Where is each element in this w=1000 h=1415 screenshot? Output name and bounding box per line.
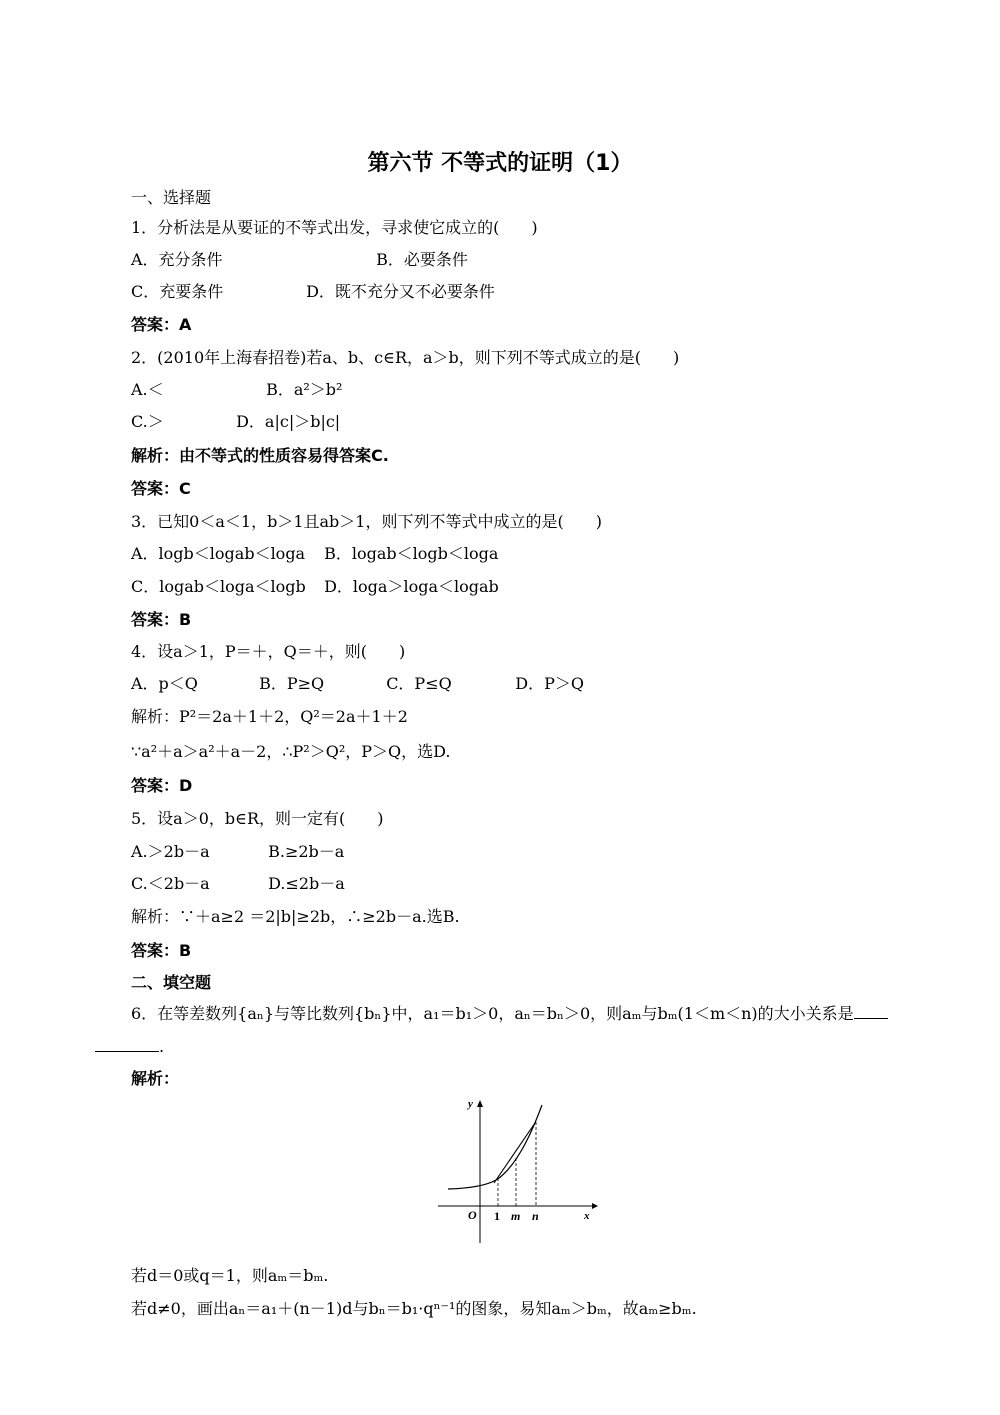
q4-answer: 答案：D <box>131 776 193 795</box>
q2-option-d: D．a|c|＞b|c| <box>236 412 341 431</box>
q2-answer: 答案：C <box>131 479 191 498</box>
q5-option-d: D.≤2b－a <box>268 874 345 893</box>
q3-option-b: B．logab＜logb＜loga <box>324 544 499 563</box>
x-axis-label: x <box>584 1210 590 1222</box>
q1-answer: 答案：A <box>131 315 192 334</box>
q6-solution-line2: 若d≠0，画出aₙ＝a₁＋(n－1)d与bₙ＝b₁·qⁿ⁻¹的图象，易知aₘ＞bₘ，故aₘ≥bₘ. <box>131 1299 697 1318</box>
q1-option-c: C．充要条件 <box>131 282 224 301</box>
q2-options-row1 <box>131 379 342 401</box>
q3-stem: 3．已知0＜a＜1，b＞1且ab＞1，则下列不等式中成立的是( ) <box>131 512 602 531</box>
tick-label-m: m <box>511 1209 521 1223</box>
q5-answer: 答案：B <box>131 941 192 960</box>
q6-solution-line1: 若d＝0或q＝1，则aₘ＝bₘ. <box>131 1266 329 1285</box>
q5-analysis: 解析：∵＋a≥2 ＝2|b|≥2b，∴≥2b－a.选B. <box>131 907 460 926</box>
exponential-curve <box>448 1105 542 1189</box>
q2-stem: 2．(2010年上海春招卷)若a、b、c∈R，a＞b，则下列不等式成立的是( ) <box>131 348 680 367</box>
section-heading-fill: 二、填空题 <box>131 973 212 992</box>
q4-analysis-line2: ∵a²＋a＞a²＋a－2，∴P²＞Q²，P＞Q，选D. <box>131 742 451 761</box>
origin-label: O <box>468 1208 477 1222</box>
q1-options-row2 <box>131 281 495 303</box>
q1-option-b: B．必要条件 <box>376 250 468 269</box>
q1-option-a: A．充分条件 <box>131 250 223 269</box>
q5-option-c: C.＜2b－a <box>131 874 210 893</box>
q6-answer-blank-start <box>854 1004 888 1019</box>
q4-stem: 4．设a＞1，P＝＋，Q＝＋，则( ) <box>131 642 406 661</box>
q4-option-d: D．P＞Q <box>515 674 584 693</box>
q3-option-d: D．loga＞loga＜logab <box>324 577 499 596</box>
q4-option-b: B．P≥Q <box>259 674 325 693</box>
q5-option-b: B.≥2b－a <box>268 842 345 861</box>
q1-options-row1 <box>131 249 468 271</box>
q6-analysis: 解析： <box>131 1069 180 1088</box>
q2-option-a: A.＜ <box>131 380 164 399</box>
q6-answer-blank <box>95 1037 159 1052</box>
q1-stem: 1．分析法是从要证的不等式出发，寻求使它成立的( ) <box>131 218 538 237</box>
q2-options-row2 <box>131 411 340 433</box>
tick-label-1: 1 <box>494 1209 500 1223</box>
q5-option-a: A.＞2b－a <box>131 842 210 861</box>
q4-option-c: C．P≤Q <box>386 674 452 693</box>
page-title: 第六节 不等式的证明（1） <box>367 151 633 176</box>
q6-blank-continuation <box>95 1036 164 1058</box>
q3-option-c: C．logab＜loga＜logb <box>131 577 306 596</box>
q3-options-row2 <box>131 576 499 598</box>
x-axis-arrow-icon <box>592 1203 598 1209</box>
y-axis-arrow-icon <box>477 1100 483 1107</box>
q4-options <box>131 673 584 695</box>
q6-period: . <box>159 1037 165 1056</box>
q2-analysis: 解析：由不等式的性质容易得答案C. <box>131 446 389 465</box>
linear-secant-line <box>494 1123 535 1183</box>
q6-stem: 6．在等差数列{aₙ}与等比数列{bₙ}中，a₁＝b₁＞0，aₙ＝bₙ＞0，则aₘ与bₘ(1＜m＜n)的大小关系是 <box>131 1004 854 1023</box>
q2-option-c: C.＞ <box>131 412 164 431</box>
q1-option-d: D．既不充分又不必要条件 <box>306 282 495 301</box>
q5-options-row1 <box>131 841 344 863</box>
q3-option-a: A．logb＜logab＜loga <box>131 544 306 563</box>
section-heading-choice: 一、选择题 <box>131 188 212 207</box>
q2-option-b: B．a²＞b² <box>266 380 343 399</box>
q4-analysis-line1: 解析：P²＝2a＋1＋2，Q²＝2a＋1＋2 <box>131 707 408 726</box>
q5-options-row2 <box>131 873 345 895</box>
q3-answer: 答案：B <box>131 610 192 629</box>
q5-stem: 5．设a＞0，b∈R，则一定有( ) <box>131 809 384 828</box>
q6-graph-figure <box>432 1093 602 1243</box>
tick-label-n: n <box>532 1209 539 1223</box>
q3-options-row1 <box>131 543 498 565</box>
y-axis-label: y <box>468 1098 473 1110</box>
q4-option-a: A．p＜Q <box>131 674 198 693</box>
q6-stem-line <box>131 1003 888 1025</box>
